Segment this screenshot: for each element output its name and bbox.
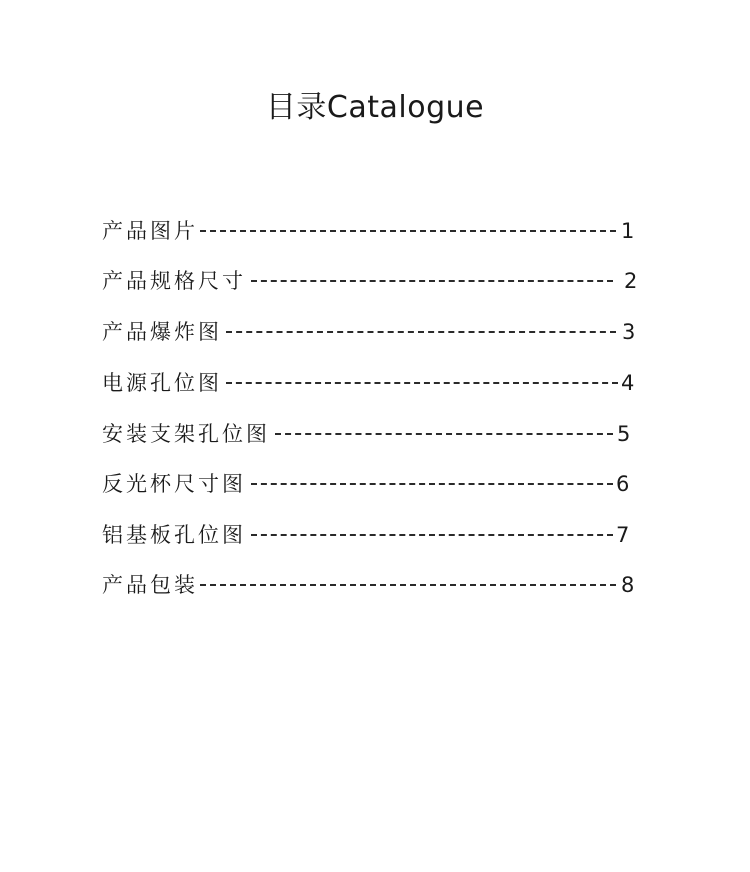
toc-entry-page-number: 1 (621, 219, 635, 243)
toc-entry[interactable] (102, 570, 642, 600)
dotted-leader (200, 230, 616, 232)
toc-entry[interactable] (102, 419, 642, 449)
toc-entry-page-number: 4 (621, 371, 635, 395)
toc-entry-page-number: 7 (616, 523, 630, 547)
toc-entry-label: 电源孔位图 (102, 371, 222, 395)
toc-entry[interactable] (102, 469, 642, 499)
dotted-leader (251, 280, 613, 282)
dotted-leader (251, 483, 613, 485)
toc-entry[interactable] (102, 317, 642, 347)
toc-entry[interactable] (102, 266, 642, 296)
page-title: 目录Catalogue (265, 90, 485, 125)
toc-entry-label: 产品爆炸图 (102, 320, 222, 344)
dotted-leader (200, 584, 616, 586)
dotted-leader (275, 433, 613, 435)
dotted-leader (226, 331, 616, 333)
toc-entry-label: 反光杯尺寸图 (102, 472, 246, 496)
toc-entry-label: 产品图片 (102, 219, 198, 243)
toc-entry-page-number: 8 (621, 573, 635, 597)
toc-entry-page-number: 2 (624, 269, 638, 293)
toc-entry-label: 安装支架孔位图 (102, 422, 270, 446)
dotted-leader (251, 534, 613, 536)
dotted-leader (226, 382, 618, 384)
toc-entry-page-number: 5 (617, 422, 631, 446)
toc-entry[interactable] (102, 520, 642, 550)
toc-entry-label: 产品包装 (102, 573, 198, 597)
toc-entry-page-number: 6 (616, 472, 630, 496)
toc-entry-label: 产品规格尺寸 (102, 269, 246, 293)
toc-entry-label: 铝基板孔位图 (102, 523, 246, 547)
toc-entry[interactable] (102, 368, 642, 398)
toc-entry[interactable] (102, 216, 642, 246)
toc-entry-page-number: 3 (622, 320, 636, 344)
